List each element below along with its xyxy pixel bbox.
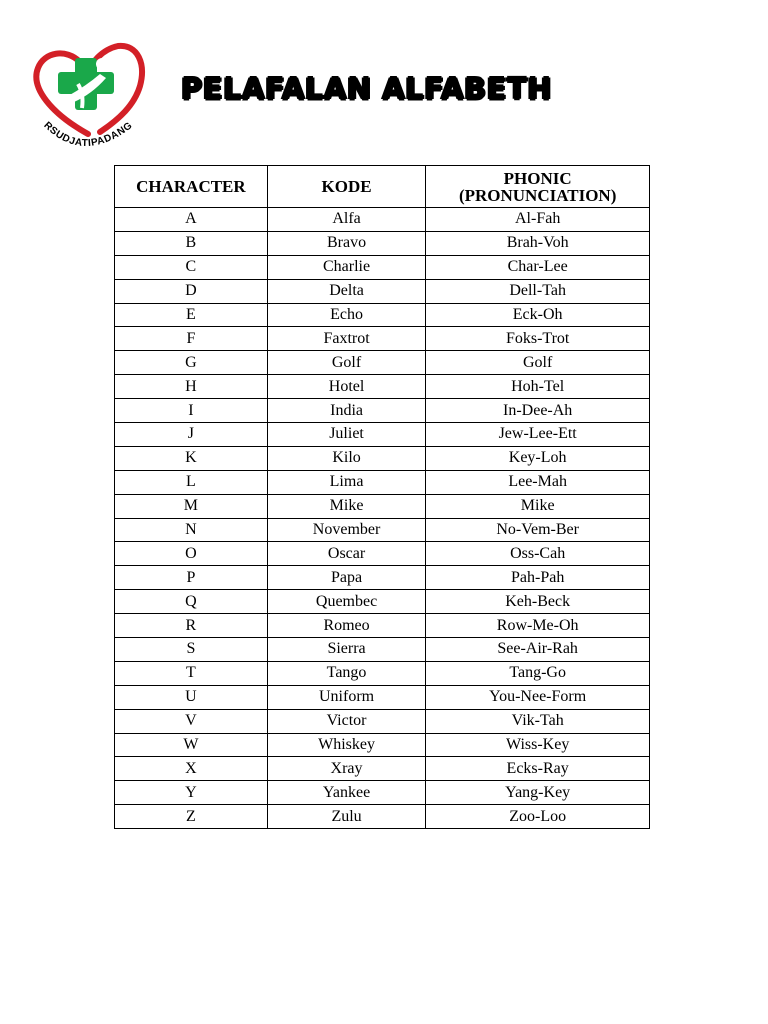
cell-character: Z (115, 805, 268, 829)
cell-character: I (115, 399, 268, 423)
cell-phonic: Keh-Beck (426, 590, 650, 614)
table-row (115, 709, 650, 733)
table-row (115, 327, 650, 351)
cell-kode: Bravo (267, 231, 426, 255)
cell-phonic: Char-Lee (426, 255, 650, 279)
table-row (115, 614, 650, 638)
cell-phonic: Jew-Lee-Ett (426, 423, 650, 447)
cell-character: N (115, 518, 268, 542)
cell-phonic: No-Vem-Ber (426, 518, 650, 542)
cell-character: G (115, 351, 268, 375)
cell-character: A (115, 208, 268, 232)
cell-character: O (115, 542, 268, 566)
table-row (115, 518, 650, 542)
cell-kode: Oscar (267, 542, 426, 566)
table-row (115, 590, 650, 614)
cell-character: Q (115, 590, 268, 614)
table-row (115, 255, 650, 279)
table-row (115, 661, 650, 685)
table-row (115, 279, 650, 303)
cell-kode: Charlie (267, 255, 426, 279)
cell-phonic: Yang-Key (426, 781, 650, 805)
table-row (115, 351, 650, 375)
cell-kode: India (267, 399, 426, 423)
table-row (115, 470, 650, 494)
logo-text-path: RSUDJATIPADANG (41, 119, 135, 150)
cell-kode: Mike (267, 494, 426, 518)
table-row (115, 231, 650, 255)
cell-phonic: You-Nee-Form (426, 685, 650, 709)
table-row (115, 494, 650, 518)
page-title: PELAFALAN ALFABETH (181, 72, 553, 106)
cell-phonic: Row-Me-Oh (426, 614, 650, 638)
table-row (115, 542, 650, 566)
table-row (115, 805, 650, 829)
cell-phonic: Hoh-Tel (426, 375, 650, 399)
cell-phonic: Zoo-Loo (426, 805, 650, 829)
table-row (115, 303, 650, 327)
header-kode: KODE (267, 166, 426, 208)
cell-kode: Faxtrot (267, 327, 426, 351)
cell-character: U (115, 685, 268, 709)
cell-kode: Alfa (267, 208, 426, 232)
cell-character: S (115, 638, 268, 662)
cell-kode: Sierra (267, 638, 426, 662)
table-row (115, 566, 650, 590)
table-row (115, 423, 650, 447)
cell-phonic: Al-Fah (426, 208, 650, 232)
cell-kode: Juliet (267, 423, 426, 447)
cell-phonic: Wiss-Key (426, 733, 650, 757)
cell-kode: Kilo (267, 446, 426, 470)
header-phonic (426, 166, 650, 208)
cell-character: P (115, 566, 268, 590)
cell-kode: Quembec (267, 590, 426, 614)
cell-character: D (115, 279, 268, 303)
cell-phonic: Eck-Oh (426, 303, 650, 327)
table-row (115, 733, 650, 757)
table-header-row (115, 166, 650, 208)
header-phonic-line2: (PRONUNCIATION) (458, 185, 617, 205)
cell-phonic: Dell-Tah (426, 279, 650, 303)
cell-kode: Echo (267, 303, 426, 327)
table-row (115, 446, 650, 470)
cell-character: B (115, 231, 268, 255)
cell-phonic: Ecks-Ray (426, 757, 650, 781)
cell-phonic: In-Dee-Ah (426, 399, 650, 423)
cell-phonic: Vik-Tah (426, 709, 650, 733)
cell-kode: Delta (267, 279, 426, 303)
cell-character: H (115, 375, 268, 399)
cell-kode: Hotel (267, 375, 426, 399)
cell-kode: Romeo (267, 614, 426, 638)
cell-character: T (115, 661, 268, 685)
header-phonic-line1: PHONIC (503, 168, 572, 188)
cell-phonic: Mike (426, 494, 650, 518)
logo-heart-cross-icon (28, 36, 148, 156)
cell-kode: Lima (267, 470, 426, 494)
table-row (115, 685, 650, 709)
table-row (115, 208, 650, 232)
cell-kode: Papa (267, 566, 426, 590)
cell-phonic: Golf (426, 351, 650, 375)
cell-phonic: See-Air-Rah (426, 638, 650, 662)
header-character: CHARACTER (115, 166, 268, 208)
cell-phonic: Tang-Go (426, 661, 650, 685)
logo-figure-head (96, 58, 108, 70)
cell-character: F (115, 327, 268, 351)
table-row (115, 757, 650, 781)
cell-kode: Uniform (267, 685, 426, 709)
cell-phonic: Brah-Voh (426, 231, 650, 255)
cell-kode: Golf (267, 351, 426, 375)
table-row (115, 399, 650, 423)
cell-kode: Victor (267, 709, 426, 733)
cell-character: W (115, 733, 268, 757)
hospital-logo (28, 36, 148, 156)
cell-character: Y (115, 781, 268, 805)
cell-phonic: Pah-Pah (426, 566, 650, 590)
cell-phonic: Oss-Cah (426, 542, 650, 566)
cell-character: E (115, 303, 268, 327)
table-body (115, 208, 650, 829)
cell-character: M (115, 494, 268, 518)
table-row (115, 781, 650, 805)
table-row (115, 638, 650, 662)
cell-character: X (115, 757, 268, 781)
cell-phonic: Lee-Mah (426, 470, 650, 494)
cell-character: L (115, 470, 268, 494)
alphabet-table (114, 165, 650, 829)
cell-kode: Tango (267, 661, 426, 685)
cell-kode: Whiskey (267, 733, 426, 757)
cell-character: C (115, 255, 268, 279)
cell-kode: Zulu (267, 805, 426, 829)
cell-kode: November (267, 518, 426, 542)
cell-character: K (115, 446, 268, 470)
cell-character: J (115, 423, 268, 447)
cell-kode: Yankee (267, 781, 426, 805)
cell-phonic: Foks-Trot (426, 327, 650, 351)
cell-character: V (115, 709, 268, 733)
cell-character: R (115, 614, 268, 638)
cell-phonic: Key-Loh (426, 446, 650, 470)
cell-kode: Xray (267, 757, 426, 781)
table-row (115, 375, 650, 399)
